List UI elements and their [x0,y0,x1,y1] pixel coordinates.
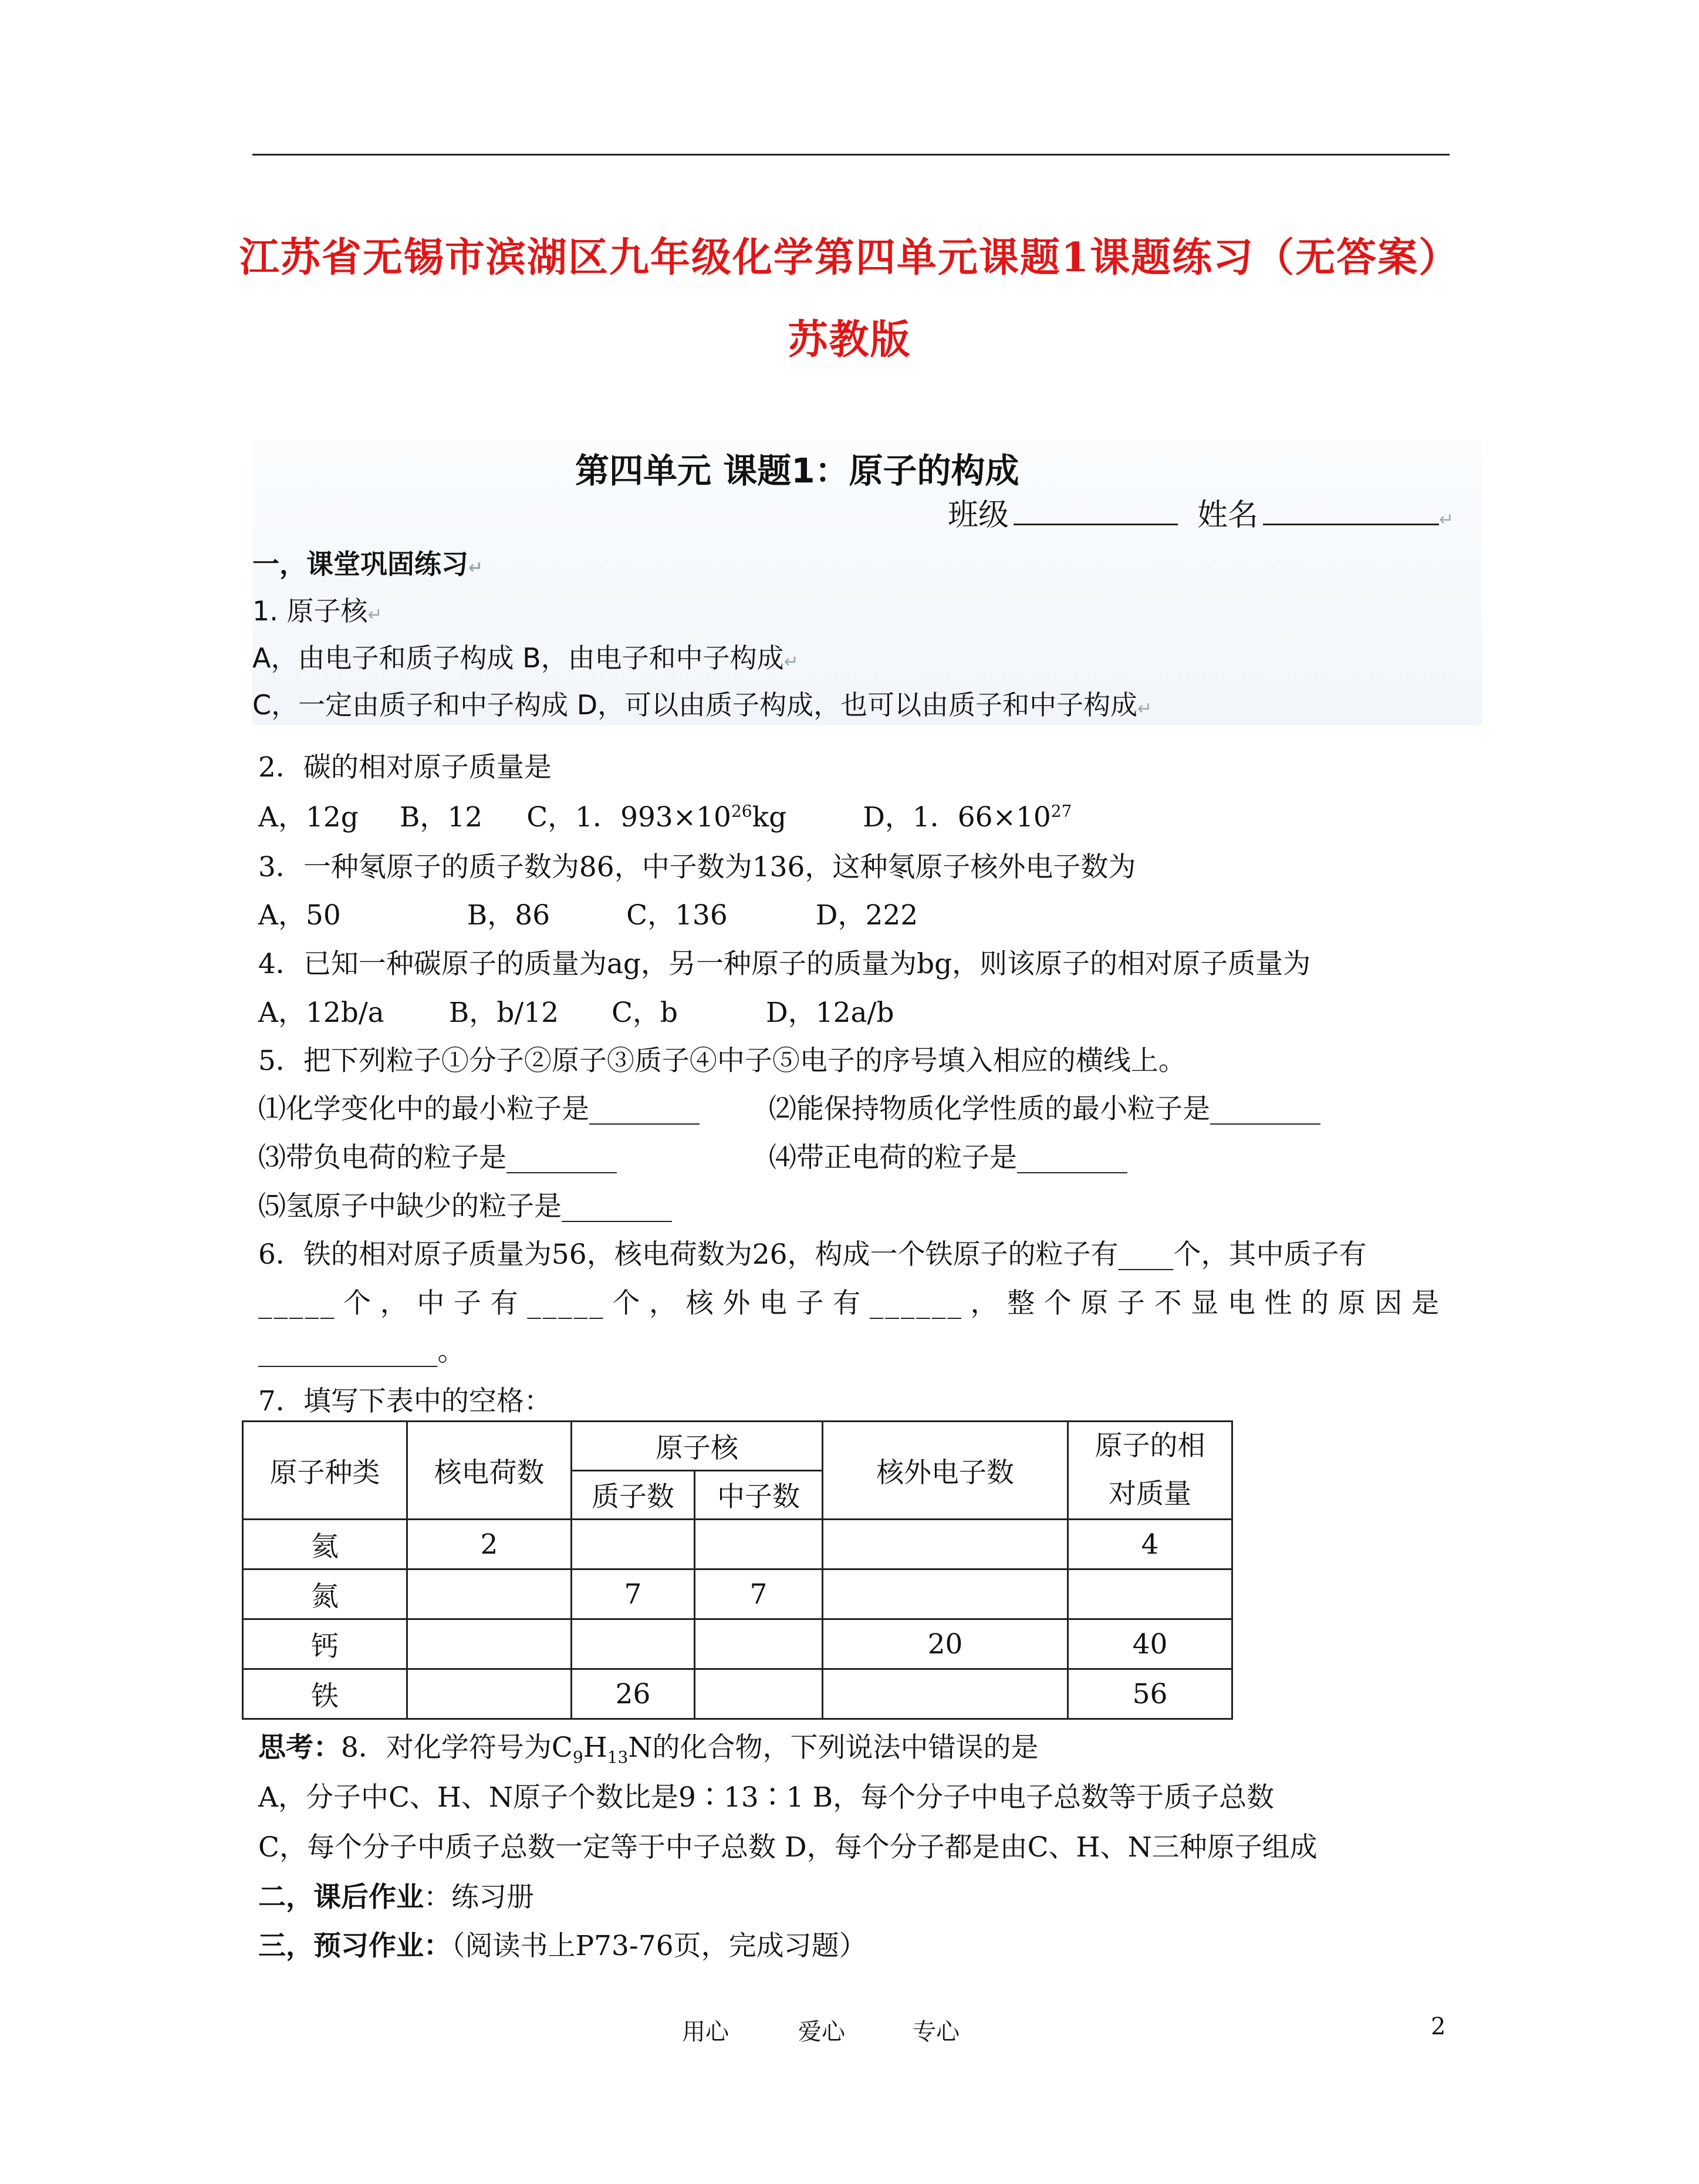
q8-stem: 思考：8．对化学符号为$C_9H_{13}N$的化合物，下列说法中错误的是 [258,1731,1039,1767]
table-row [243,1569,1232,1619]
q2-options: A，12g B，12 C，1．$993\times 10^{26}kg$ D，1．$66\times 10^{27}$ [258,801,1072,833]
cell [823,1520,1068,1569]
section3-preview: 三，预习作业：（阅读书上P73-76页，完成习题） [258,1930,867,1962]
table-row [243,1619,1232,1669]
q7-stem: 7．填写下表中的空格： [258,1385,552,1417]
cell: 40 [1068,1619,1232,1669]
page-number: 2 [1431,2013,1446,2040]
cell: 7 [695,1569,823,1619]
header-rule [252,154,1450,156]
q5-item2: ⑵能保持物质化学性质的最小粒子是________ [769,1093,1320,1125]
q5-item5: ⑸氢原子中缺少的粒子是________ [258,1190,672,1223]
doc-title-line1: 江苏省无锡市滨湖区九年级化学第四单元课题1课题练习（无答案） [239,234,1460,281]
footer-text-1: 用心 [682,2018,729,2045]
cell [572,1619,695,1669]
q5-item1: ⑴化学变化中的最小粒子是________ [258,1093,700,1125]
cell: 4 [1068,1520,1232,1569]
section2-homework: 二，课后作业：练习册 [258,1881,534,1913]
header-nucleus: 原子核 [572,1422,823,1471]
class-label: 班级 [948,490,1178,534]
header-neutron-count: 中子数 [695,1470,823,1520]
q8-options-ab: A，分子中C、H、N原子个数比是9∶13∶1 B，每个分子中电子总数等于质子总数 [258,1781,1275,1814]
header-atom-type: 原子种类 [243,1422,407,1520]
q6-line2: _____个，中子有_____个，核外电子有______，整个原子不显电性的原因是 [258,1287,1441,1319]
header-proton-count: 质子数 [572,1470,695,1520]
cell [407,1669,572,1719]
q1-options-cd: C，一定由质子和中子构成 D，可以由质子构成，也可以由质子和中子构成↵ [252,689,1153,721]
footer-text-2: 爱心 [798,2018,845,2045]
cell [695,1619,823,1669]
scanned-worksheet-header [252,440,1482,725]
table-row [243,1520,1232,1569]
cell: 钙 [243,1619,407,1669]
cell: 20 [823,1619,1068,1669]
q1-stem: 1. 原子核↵ [252,595,383,627]
q6-line3: _____________。 [258,1335,465,1368]
cell: 氮 [243,1569,407,1619]
cell [572,1520,695,1569]
cell: 56 [1068,1669,1232,1719]
q2-stem: 2．碳的相对原子质量是 [258,751,552,784]
cell [823,1569,1068,1619]
name-label: 姓名 ↵ [1197,498,1454,533]
cell [407,1619,572,1669]
cell: 2 [407,1520,572,1569]
q6-line1: 6．铁的相对原子质量为56，核电荷数为26，构成一个铁原子的粒子有____个，其中质子有 [258,1238,1367,1271]
cell [695,1669,823,1719]
worksheet-heading: 第四单元 课题1：原子的构成 [575,451,1019,491]
table-row [243,1669,1232,1719]
q5-item3: ⑶带负电荷的粒子是________ [258,1142,617,1174]
cell [823,1669,1068,1719]
q4-stem: 4．已知一种碳原子的质量为ag，另一种原子的质量为bg，则该原子的相对原子质量为 [258,948,1311,980]
section1-heading: 一，课堂巩固练习↵ [252,548,484,580]
q5-stem: 5．把下列粒子①分子②原子③质子④中子⑤电子的序号填入相应的横线上。 [258,1045,1186,1077]
doc-title-line2: 苏教版 [788,316,911,363]
cell [695,1520,823,1569]
q3-options: A，50 B，86 C，136 D，222 [258,899,918,931]
header-electron-count: 核外电子数 [823,1422,1068,1520]
atom-structure-table [242,1420,1233,1720]
q5-item4: ⑷带正电荷的粒子是________ [769,1142,1127,1174]
q4-options: A，12b/a B，b/12 C，b D，12a/b [258,997,894,1029]
cell [1068,1569,1232,1619]
cell: 7 [572,1569,695,1619]
q1-options-ab: A，由电子和质子构成 B，由电子和中子构成↵ [252,642,799,674]
q3-stem: 3．一种氡原子的质子数为86，中子数为136，这种氡原子核外电子数为 [258,851,1136,883]
header-relative-mass: 原子的相 对质量 [1068,1422,1232,1520]
cell: 铁 [243,1669,407,1719]
header-nuclear-charge: 核电荷数 [407,1422,572,1520]
cell [407,1569,572,1619]
cell: 26 [572,1669,695,1719]
footer-text-3: 专心 [913,2018,960,2045]
q8-options-cd: C，每个分子中质子总数一定等于中子总数 D，每个分子都是由C、H、N三种原子组成 [258,1831,1318,1864]
cell: 氦 [243,1520,407,1569]
